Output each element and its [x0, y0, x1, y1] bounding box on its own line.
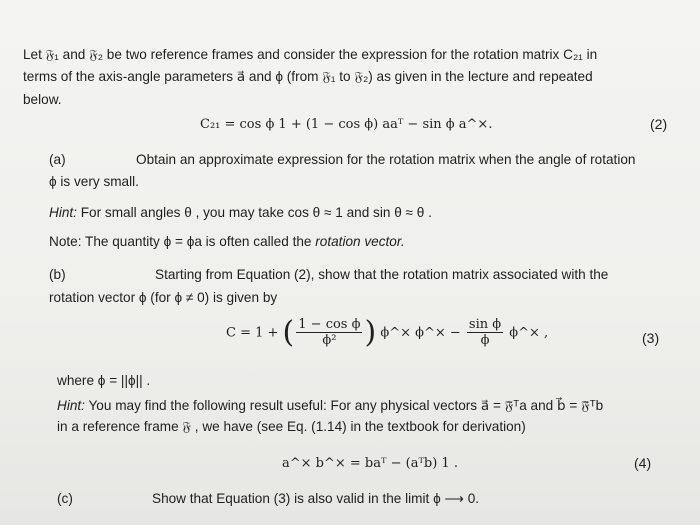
eq3-tail: ϕ^× , — [509, 325, 549, 341]
part-a-text-1: Obtain an approximate expression for the rotation matrix when the angle of rotation — [136, 152, 636, 167]
equation-2: C₂₁ = cos ϕ 1 + (1 − cos ϕ) aaᵀ − sin ϕ a^×. — [200, 117, 493, 132]
equation-4-number: (4) — [634, 455, 652, 471]
eq3-open-paren: ( — [282, 315, 295, 350]
part-b-label: (b) — [49, 267, 66, 282]
eq3-frac1-numerator: 1 − cos ϕ — [298, 317, 361, 332]
eq3-fraction-2 — [467, 318, 503, 348]
hint-label: Hint: — [49, 205, 77, 220]
eq3-middle: ϕ^× ϕ^× − — [380, 325, 461, 341]
hint-b-text-1: You may find the following result useful: For any physical vectors a⃗ = 𝔉⃗ᵀa and b⃗ = 𝔉⃗ᵀb — [88, 398, 604, 413]
equation-3-number: (3) — [642, 330, 660, 346]
part-b-text-1: Starting from Equation (2), show that the rotation matrix associated with the — [155, 267, 609, 282]
hint-b-line-1 — [57, 397, 603, 414]
hint-b-text-2: in a reference frame 𝔉 , we have (see Eq. (1.14) in the textbook for derivation) — [57, 419, 526, 434]
part-c-text: Show that Equation (3) is also valid in the limit ϕ ⟶ 0. — [152, 491, 480, 506]
intro-line-3: below. — [23, 92, 62, 107]
part-a-label: (a) — [49, 152, 66, 167]
part-a-text-2: ϕ is very small. — [49, 174, 139, 189]
part-a-note — [49, 233, 405, 250]
part-b-text-2: rotation vector ϕ (for ϕ ≠ 0) is given by — [49, 290, 278, 305]
note-text: Note: The quantity ϕ = ϕa is often called the — [49, 234, 312, 249]
note-italic: rotation vector. — [315, 234, 405, 249]
where-line: where ϕ = ||ϕ|| . — [57, 373, 151, 388]
intro-line-1: Let 𝔉₁ and 𝔉₂ be two reference frames and consider the expression for the rotation matrix C₂₁ in — [23, 47, 598, 62]
part-c-label: (c) — [57, 491, 73, 506]
eq3-frac2-numerator: sin ϕ — [468, 317, 502, 332]
eq3-fraction-1 — [296, 318, 362, 348]
hint-text: For small angles θ , you may take cos θ ≈ 1 and sin θ ≈ θ . — [80, 205, 432, 220]
equation-2-number: (2) — [650, 116, 668, 132]
eq3-frac1-denominator: ϕ² — [322, 333, 337, 348]
eq3-lhs: C = 1 + — [226, 325, 279, 341]
hint-b-label: Hint: — [57, 398, 85, 413]
eq3-close-paren: ) — [364, 315, 377, 350]
part-a-hint — [49, 204, 432, 221]
equation-3 — [226, 315, 549, 350]
intro-line-2: terms of the axis-angle parameters a⃗ and ϕ (from 𝔉₁ to 𝔉₂) as given in the lecture and repeated — [23, 69, 593, 84]
eq3-frac2-denominator: ϕ — [480, 333, 490, 348]
equation-4: a^× b^× = baᵀ − (aᵀb) 1 . — [282, 456, 458, 471]
